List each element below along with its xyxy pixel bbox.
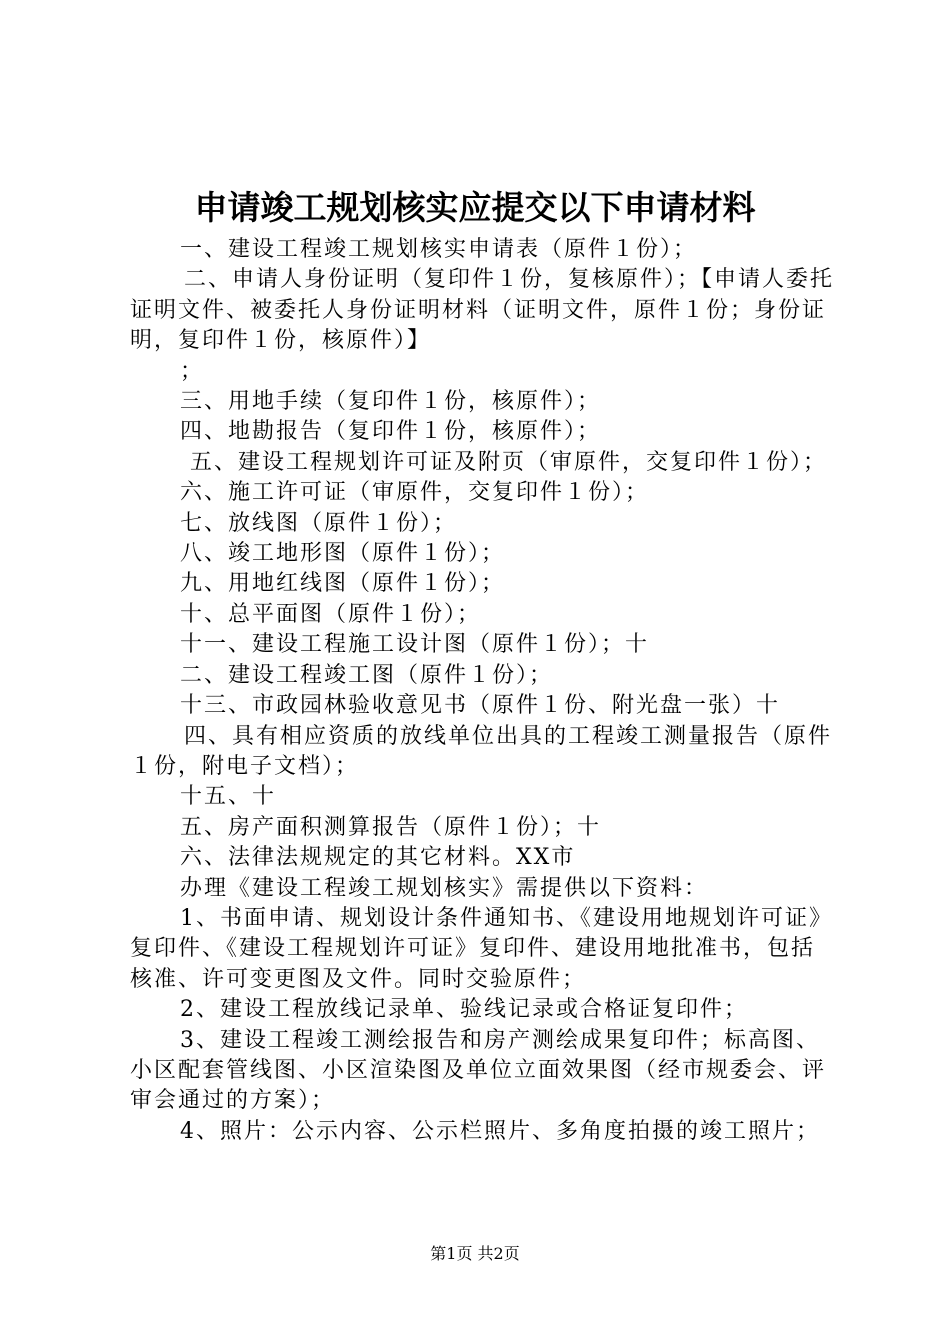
paragraph: 六、法律法规规定的其它材料。XX市 [180, 845, 576, 871]
paragraph: 十三、市政园林验收意见书（原件１份、附光盘一张）十 [180, 693, 781, 719]
paragraph: 七、放线图（原件１份）； [180, 510, 458, 536]
paragraph: 五、建设工程规划许可证及附页（审原件，交复印件１份）； [190, 449, 828, 475]
paragraph: 十、总平面图（原件１份）； [180, 601, 482, 627]
paragraph: ； [180, 358, 205, 384]
paragraph: 十一、建设工程施工设计图（原件１份）；十 [180, 632, 650, 658]
paragraph: 九、用地红线图（原件１份）； [180, 571, 506, 597]
page-footer: 第1页 共2页 [430, 1244, 520, 1263]
paragraph: 八、竣工地形图（原件１份）； [180, 541, 506, 567]
paragraph: 十五、十 [180, 784, 277, 810]
paragraph: 4、照片：公示内容、公示栏照片、多角度拍摄的竣工照片； [180, 1118, 820, 1144]
paragraph: 三、用地手续（复印件１份，核原件）； [180, 389, 602, 415]
paragraph: 办理《建设工程竣工规划核实》需提供以下资料： [180, 875, 709, 901]
paragraph: 一、建设工程竣工规划核实申请表（原件１份）； [180, 237, 698, 262]
paragraph: 二、申请人身份证明（复印件１份，复核原件）；【申请人委托证明文件、被委托人身份证明材料（证明文件，原件１份；身份证明，复印件１份，核原件）】 [130, 267, 835, 354]
paragraph: 1、书面申请、规划设计条件通知书、《建设用地规划许可证》复印件、《建设工程规划许可证》复印件、建设用地批准书，包括核准、许可变更图及文件。同时交验原件； [130, 905, 833, 992]
document-title: 申请竣工规划核实应提交以下申请材料 [194, 188, 756, 227]
document-body [130, 235, 836, 1147]
paragraph: 3、建设工程竣工测绘报告和房产测绘成果复印件；标高图、小区配套管线图、小区渲染图及单位立面效果图（经市规委会、评审会通过的方案）； [130, 1027, 827, 1114]
paragraph: 2、建设工程放线记录单、验线记录或合格证复印件； [180, 997, 748, 1023]
paragraph: 六、施工许可证（审原件，交复印件１份）； [180, 480, 650, 506]
paragraph: 二、建设工程竣工图（原件１份）； [180, 662, 554, 688]
paragraph: 四、具有相应资质的放线单位出具的工程竣工测量报告（原件１份，附电子文档）； [130, 723, 833, 779]
paragraph: 四、地勘报告（复印件１份，核原件）； [180, 419, 602, 445]
paragraph: 五、房产面积测算报告（原件１份）；十 [180, 814, 602, 840]
